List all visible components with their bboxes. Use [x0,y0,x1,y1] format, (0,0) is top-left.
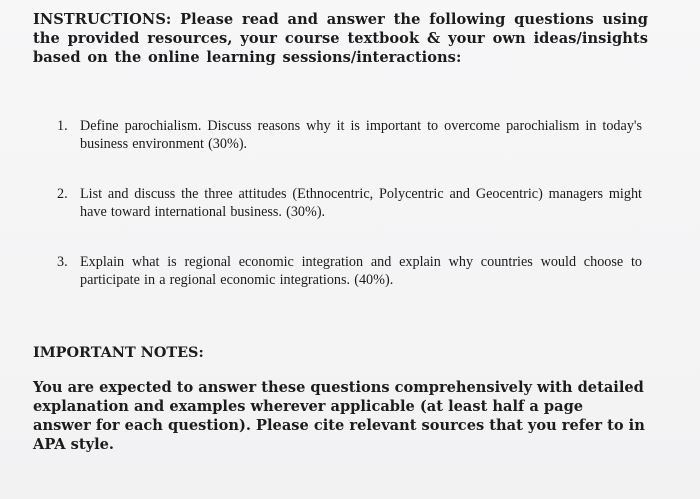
important-notes-heading: IMPORTANT NOTES: [33,344,204,361]
question-text: Define parochialism. Discuss reasons why it is important to overcome parochialism in today's business environment (30%). [80,118,642,152]
instructions-paragraph: INSTRUCTIONS: Please read and answer the following questions using the provided resources, your course textbook & your own ideas/insights based on the online learning sessions/interactions: [33,11,648,66]
question-text: Explain what is regional economic integration and explain why countries would choose to participate in a regional economic integrations. (40%). [80,254,642,288]
question-text: List and discuss the three attitudes (Ethnocentric, Polycentric and Geocentric) managers might have toward international business. (30%). [80,186,642,220]
question-item-2 [52,185,642,221]
question-number: 2. [57,186,68,202]
important-notes-paragraph: You are expected to answer these questions comprehensively with detailed explanation and examples wherever applicable (at least half a page answer for each question). Please cite relevant sources that you refer to in APA style. [33,379,645,453]
question-item-1 [52,117,642,153]
question-number: 3. [57,254,68,270]
question-number: 1. [57,118,68,134]
question-list [52,117,642,289]
question-item-3 [52,253,642,289]
